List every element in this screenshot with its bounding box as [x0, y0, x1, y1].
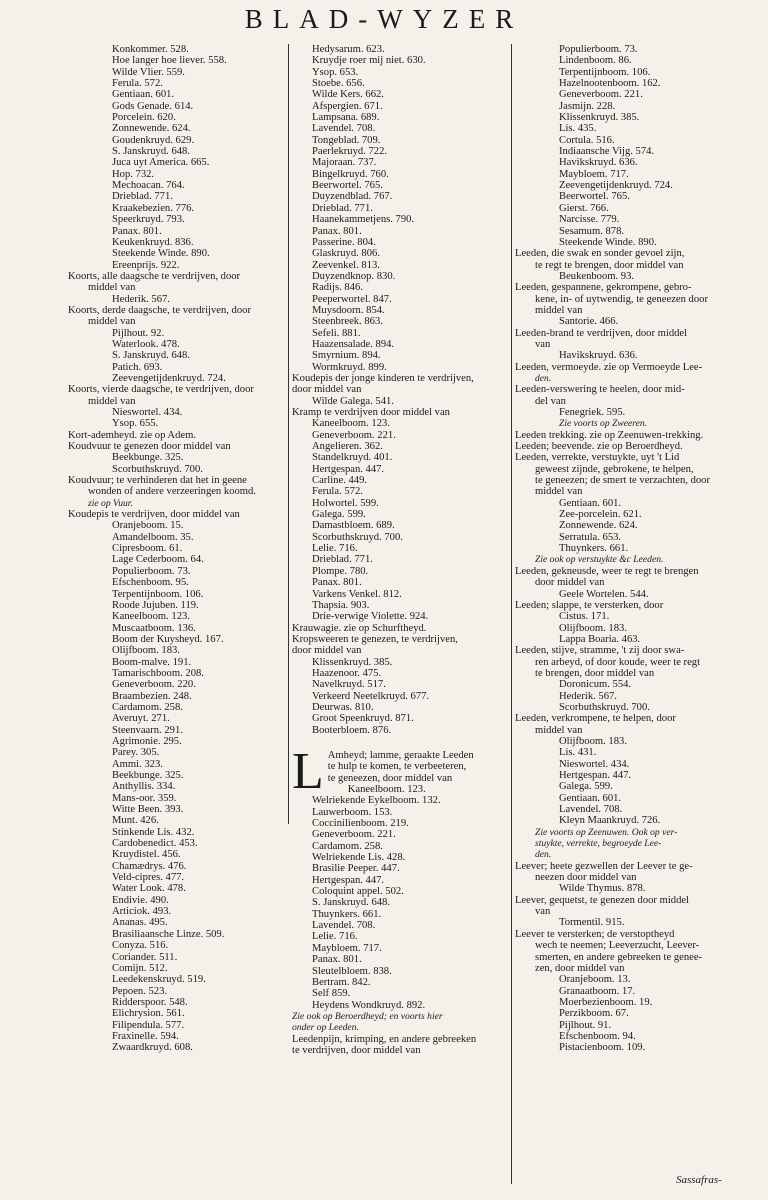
index-entry: Moerbezienboom. 19. — [559, 996, 653, 1008]
index-entry: Drieblad. 771. — [312, 554, 373, 566]
index-entry: Patich. 693. — [112, 361, 163, 373]
index-entry: Lappa Boaria. 463. — [559, 633, 641, 645]
index-entry: Thapsia. 903. — [312, 599, 370, 611]
index-entry: Radijs. 846. — [312, 282, 363, 294]
index-entry: Panax. 801. — [312, 225, 362, 237]
index-entry: Duyzendblad. 767. — [312, 191, 393, 203]
index-entry: kene, in- of uytwendig, te geneezen door — [535, 293, 708, 305]
index-entry: zie op Vuur. — [88, 497, 133, 509]
index-entry: geweest zijnde, gebrokene, te helpen, — [535, 463, 694, 475]
index-entry: den. — [535, 849, 552, 861]
index-entry: Leeden trekking. zie op Zeenuwen-trekking. — [515, 429, 704, 441]
column-rule-2 — [511, 44, 512, 1184]
index-entry: Afspergien. 671. — [312, 100, 383, 112]
index-entry: Lelie. 716. — [312, 931, 358, 943]
index-entry: Pijlhout. 92. — [112, 327, 165, 339]
index-entry: Carline. 449. — [312, 475, 368, 487]
index-entry: Populierboom. 73. — [112, 565, 191, 577]
index-entry: Witte Been. 393. — [112, 804, 184, 816]
index-entry: Leeden, die swak en sonder gevoel zijn, — [515, 248, 685, 260]
index-entry: te brengen, door middel van — [535, 667, 655, 679]
index-entry: Zonnewende. 624. — [112, 123, 191, 135]
index-entry: Lis. 435. — [559, 123, 597, 135]
index-entry: Waterlook. 478. — [112, 338, 180, 350]
index-entry: Leeden, gekneusde, weer te regt te brengen — [515, 565, 699, 577]
index-entry: Bertram. 842. — [312, 976, 371, 988]
index-entry: middel van — [88, 395, 136, 407]
index-entry: Steekende Winde. 890. — [559, 236, 657, 248]
index-entry: Munt. 426. — [112, 815, 159, 827]
index-entry: Smyrnium. 894. — [312, 350, 381, 362]
index-entry: Drieblad. 771. — [312, 202, 373, 214]
index-entry: Leeden, gespannene, gekrompene, gebro- — [515, 282, 692, 294]
index-entry: Coccinilienboom. 219. — [312, 818, 409, 830]
index-entry: Koudepis der jonge kinderen te verdrijven, — [292, 372, 474, 384]
index-entry: den. — [535, 372, 552, 384]
index-entry: middel van — [535, 724, 583, 736]
index-entry: Wilde Galega. 541. — [312, 395, 394, 407]
index-entry: door middel van — [292, 384, 362, 396]
index-entry: van — [535, 338, 551, 350]
section-l-entries — [292, 742, 506, 1056]
index-entry: te hulp te komen, te verbeeteren, — [327, 761, 467, 773]
index-entry: smerten, en andere gebreeken te genee- — [535, 951, 703, 963]
index-entry: Ridderspoor. 548. — [112, 996, 188, 1008]
section-l — [292, 742, 506, 1056]
index-entry: Filipendula. 577. — [112, 1019, 185, 1031]
index-entry: Steekende Winde. 890. — [112, 248, 210, 260]
index-entry: Olijfboom. 183. — [112, 645, 180, 657]
index-entry: Panax. 801. — [312, 577, 362, 589]
index-entry: Leever, gequetst, te genezen door middel — [515, 894, 690, 906]
index-entry: Wormkruyd. 899. — [312, 361, 387, 373]
index-entry: Olijfboom. 183. — [559, 735, 627, 747]
index-entry: Leeden; beevende. zie op Beroerdheyd. — [515, 441, 683, 453]
index-entry: Kaneelboom. 123. — [347, 784, 426, 795]
index-entry: Wilde Thymus. 878. — [559, 883, 646, 895]
index-entry: Koorts, alle daagsche te verdrijven, door — [68, 270, 241, 282]
index-entry: Maybloem. 717. — [312, 942, 382, 954]
index-entry: Boom der Kuysheyd. 167. — [112, 633, 224, 645]
index-entry: Navelkruyd. 517. — [312, 679, 386, 691]
index-entry: Drie-verwige Violette. 924. — [312, 611, 429, 623]
index-entry: Beukenboom. 93. — [559, 270, 635, 282]
index-entry: Peeperwortel. 847. — [312, 293, 392, 305]
index-entry: middel van — [535, 304, 583, 316]
index-entry: Geele Wortelen. 544. — [559, 588, 649, 600]
index-entry: Leeden, vermoeyde. zie op Vermoeyde Lee- — [515, 361, 703, 373]
index-entry: Havikskruyd. 636. — [559, 350, 638, 362]
column-rule-1 — [288, 44, 289, 824]
index-entry: Sleutelbloem. 838. — [312, 965, 392, 977]
index-entry: Geneverboom. 221. — [312, 429, 396, 441]
index-entry: Anthyllis. 334. — [112, 781, 176, 793]
index-entry: Passerine. 804. — [312, 236, 376, 248]
index-entry: Tongeblad. 709. — [312, 134, 381, 146]
index-entry: Goudenkruyd. 629. — [112, 134, 195, 146]
index-entry: Perzikboom. 67. — [559, 1008, 629, 1020]
index-entry: Hop. 732. — [112, 168, 155, 180]
index-entry: Koudepis te verdrijven, door middel van — [68, 509, 240, 521]
index-entry: Sefeli. 881. — [312, 327, 361, 339]
index-entry: Kaneelboom. 123. — [112, 611, 190, 623]
index-entry: Scorbuthskruyd. 700. — [112, 463, 203, 475]
index-entry: Coloquint appel. 502. — [312, 886, 404, 898]
index-entry: Zwaardkruyd. 608. — [112, 1042, 193, 1054]
index-entry: Hederik. 567. — [559, 690, 617, 702]
index-entry: Bingelkruyd. 760. — [312, 168, 389, 180]
index-entry: Oranjeboom. 13. — [559, 974, 631, 986]
index-entry: Beerwortel. 765. — [559, 191, 630, 203]
index-entry: Gentiaan. 601. — [559, 792, 622, 804]
index-entry: Gentiaan. 601. — [559, 497, 622, 509]
index-entry: Roode Jujuben. 119. — [112, 599, 199, 611]
index-entry: Doronicum. 554. — [559, 679, 632, 691]
index-entry: Narcisse. 779. — [559, 214, 620, 226]
index-entry: Nieswortel. 434. — [112, 407, 183, 418]
index-entry: Haazensalade. 894. — [312, 338, 395, 350]
index-entry: Angelieren. 362. — [312, 441, 383, 453]
index-entry: Tormentil. 915. — [559, 917, 625, 929]
page-header: BLAD-WYZER — [244, 4, 524, 34]
column-2-entries — [292, 44, 506, 736]
index-entry: neezen door middel van — [535, 872, 637, 884]
index-entry: van — [535, 906, 551, 918]
index-entry: Krauwagie. zie op Schurftheyd. — [292, 622, 427, 634]
index-entry: Populierboom. 73. — [559, 44, 638, 55]
index-entry: Zie ook op Beroerdheyd; en voorts hier — [292, 1010, 443, 1022]
index-entry: Endivie. 490. — [112, 894, 169, 906]
index-entry: Beekbunge. 325. — [112, 452, 184, 464]
index-entry: Kramp te verdrijven door middel van — [292, 407, 450, 418]
index-entry: Parey. 305. — [112, 747, 160, 759]
index-entry: Standelkruyd. 401. — [312, 452, 393, 464]
index-entry: middel van — [88, 316, 136, 328]
index-entry: Hertgespan. 447. — [312, 874, 385, 886]
index-entry: Kaneelboom. 123. — [312, 418, 390, 430]
index-entry: Oranjeboom. 15. — [112, 520, 184, 532]
index-entry: Porcelein. 620. — [112, 112, 176, 124]
index-entry: Articiok. 493. — [112, 906, 172, 918]
index-entry: Beerwortel. 765. — [312, 180, 383, 192]
index-entry: Lavendel. 708. — [312, 920, 376, 932]
index-entry: Speerkruyd. 793. — [112, 214, 185, 226]
index-entry: Serratula. 653. — [559, 531, 622, 543]
index-entry: Keukenkruyd. 836. — [112, 236, 194, 248]
index-entry: Koorts, derde daagsche, te verdrijven, door — [68, 304, 251, 316]
index-entry: Water Look. 478. — [112, 883, 186, 895]
index-entry: Leeden; slappe, te versterken, door — [515, 599, 664, 611]
index-entry: Hederik. 567. — [112, 293, 170, 305]
index-entry: Hertgespan. 447. — [559, 770, 632, 781]
index-entry: middel van — [88, 282, 136, 294]
index-entry: stuykte, verrekte, begroeyde Lee- — [535, 838, 662, 850]
index-entry: Varkens Venkel. 812. — [312, 588, 402, 600]
index-entry: Galega. 599. — [559, 781, 613, 793]
index-entry: Zie voorts op Zweeren. — [559, 418, 648, 430]
index-entry: Kruydistel. 456. — [112, 849, 181, 861]
index-entry: Klissenkruyd. 385. — [559, 112, 640, 124]
index-entry: Verkeerd Neetelkruyd. 677. — [312, 690, 430, 702]
index-entry: Juca uyt America. 665. — [112, 157, 210, 169]
index-entry: Hedysarum. 623. — [312, 44, 385, 55]
index-entry: Leedekenskruyd. 519. — [112, 974, 206, 986]
index-entry: Welriekende Lis. 428. — [312, 852, 406, 864]
index-entry: Ysop. 653. — [312, 66, 359, 78]
index-entry: S. Janskruyd. 648. — [312, 897, 390, 909]
index-entry: Geneverboom. 220. — [112, 679, 196, 691]
index-entry: Leeden-brand te verdrijven, door middel — [515, 327, 688, 339]
index-entry: Pepoen. 523. — [112, 985, 168, 997]
index-entry: Agrimonie. 295. — [112, 735, 182, 747]
index-entry: Koudvuur te genezen door middel van — [68, 441, 231, 453]
index-entry: Amandelboom. 35. — [112, 531, 194, 543]
index-entry: Paerlekruyd. 722. — [312, 146, 388, 158]
index-entry: Geneverboom. 221. — [559, 89, 643, 101]
index-entry: Hazelnootenboom. 162. — [559, 78, 661, 90]
index-entry: Thuynkers. 661. — [559, 543, 629, 555]
index-entry: Olijfboom. 183. — [559, 622, 627, 634]
index-entry: Brasilie Peeper. 447. — [312, 863, 400, 875]
index-entry: Cipresboom. 61. — [112, 543, 183, 555]
index-entry: Efschenboom. 95. — [112, 577, 189, 589]
index-entry: Geneverboom. 221. — [312, 829, 396, 841]
index-entry: Heydens Wondkruyd. 892. — [312, 999, 426, 1011]
index-entry: Braambezien. 248. — [112, 690, 192, 702]
index-entry: S. Janskruyd. 648. — [112, 350, 190, 362]
index-entry: Panax. 801. — [312, 954, 362, 966]
index-entry: Zeevengetijdenkruyd. 724. — [559, 180, 673, 192]
index-entry: Leedenpijn, krimping, en andere gebreeken — [292, 1033, 477, 1045]
index-entry: Steenvaarn. 291. — [112, 724, 183, 736]
index-entry: Beekbunge. 325. — [112, 770, 184, 781]
index-entry: Boom-malve. 191. — [112, 656, 192, 668]
index-entry: Duyzendknop. 830. — [312, 270, 396, 282]
index-entry: Leeden-verswering te heelen, door mid- — [515, 384, 685, 396]
index-entry: del van — [535, 395, 566, 407]
index-entry: Holwortel. 599. — [312, 497, 379, 509]
index-entry: Fenegriek. 595. — [559, 407, 626, 418]
index-entry: te geneezen; de smert te verzachten, door — [535, 475, 710, 487]
index-column-2 — [292, 44, 506, 1056]
index-entry: Lampsana. 689. — [312, 112, 380, 124]
index-entry: Scorbuthskruyd. 700. — [312, 531, 403, 543]
index-entry: S. Janskruyd. 648. — [112, 146, 190, 158]
index-entry: middel van — [535, 486, 583, 498]
index-entry: wech te neemen; Leeverzucht, Leever- — [535, 940, 700, 952]
index-entry: Lelie. 716. — [312, 543, 358, 555]
index-entry: ren arbeyd, of door koude, weer te regt — [535, 656, 701, 668]
index-entry: Plompe. 780. — [312, 565, 369, 577]
index-entry: Hertgespan. 447. — [312, 463, 385, 475]
index-entry: Comijn. 512. — [112, 962, 168, 974]
index-entry: Terpentijnboom. 106. — [112, 588, 204, 600]
index-entry: Santorie. 466. — [559, 316, 619, 328]
index-column-3 — [515, 44, 743, 1054]
index-entry: Kleyn Maankruyd. 726. — [559, 815, 661, 827]
index-entry: Haanekammetjens. 790. — [312, 214, 415, 226]
index-entry: Nieswortel. 434. — [559, 758, 630, 770]
index-entry: Lauwerboom. 153. — [312, 806, 393, 818]
index-entry: Ysop. 655. — [112, 418, 159, 430]
index-entry: door middel van — [535, 577, 605, 589]
index-entry: Conyza. 516. — [112, 940, 169, 952]
index-entry: Brasiliaansche Linze. 509. — [112, 928, 225, 940]
index-entry: Terpentijnboom. 106. — [559, 66, 651, 78]
index-entry: Maybloem. 717. — [559, 168, 629, 180]
index-entry: Muysdoorn. 854. — [312, 304, 385, 316]
index-entry: Elichrysion. 561. — [112, 1008, 185, 1020]
index-entry: te geneezen, door middel van — [327, 772, 453, 784]
index-entry: Lavendel. 708. — [559, 804, 623, 816]
index-entry: Stinkende Lis. 432. — [112, 826, 195, 838]
index-entry: Lavendel. 708. — [312, 123, 376, 135]
index-entry: Pijlhout. 91. — [559, 1019, 612, 1031]
index-entry: Scorbuthskruyd. 700. — [559, 701, 650, 713]
index-entry: te verdrijven, door middel van — [292, 1044, 421, 1056]
index-entry: Zee-porcelein. 621. — [559, 509, 642, 521]
index-entry: Leeden, verrekte, verstuykte, uyt 't Lid — [515, 452, 680, 464]
index-entry: Stoebe. 656. — [312, 78, 365, 90]
index-entry: Leeden, stijve, stramme, 't zij door swa- — [515, 645, 685, 657]
index-entry: Groot Speenkruyd. 871. — [312, 713, 414, 725]
index-entry: Zeevengetijdenkruyd. 724. — [112, 372, 226, 384]
index-entry: Kropsweeren te genezen, te verdrijven, — [292, 633, 458, 645]
index-entry: Thuynkers. 661. — [312, 908, 382, 920]
index-entry: Lage Cederboom. 64. — [112, 554, 204, 566]
index-entry: Self 859. — [312, 988, 351, 1000]
catchword: Sassafras- — [676, 1174, 722, 1186]
index-entry: Chamædrys. 476. — [112, 860, 187, 872]
index-entry: Galega. 599. — [312, 509, 366, 521]
index-entry: Deurwas. 810. — [312, 701, 374, 713]
index-entry: Booterbloem. 876. — [312, 724, 392, 736]
index-entry: Ferula. 572. — [112, 78, 163, 90]
index-entry: Mechoacan. 764. — [112, 180, 185, 192]
index-entry: Kraakebezien. 776. — [112, 202, 195, 214]
index-entry: wonden of andere verzeeringen koomd. — [88, 486, 256, 498]
index-entry: Haazenoor. 475. — [312, 667, 382, 679]
index-entry: Cardamom. 258. — [312, 840, 383, 852]
index-entry: Jasmijn. 228. — [559, 100, 616, 112]
index-entry: Leever; heete gezwellen der Leever te ge- — [515, 860, 693, 872]
index-entry: Ereenprijs. 922. — [112, 259, 180, 271]
index-entry: Coriander. 511. — [112, 951, 178, 963]
index-entry: Fraxinelle. 594. — [112, 1030, 179, 1042]
index-entry: Welriekende Eykelboom. 132. — [312, 795, 441, 807]
index-entry: Gierst. 766. — [559, 202, 609, 214]
index-entry: Konkommer. 528. — [112, 44, 189, 55]
index-entry: Veld-cipres. 477. — [112, 872, 185, 884]
index-entry: Ferula. 572. — [312, 486, 363, 498]
index-entry: Ananas. 495. — [112, 917, 168, 929]
index-entry: Zie ook op verstuykte &c Leeden. — [535, 554, 664, 566]
index-entry: zen, door middel van — [535, 962, 625, 974]
index-entry: Steenbreek. 863. — [312, 316, 383, 328]
index-entry: Kort-ademheyd. zie op Adem. — [68, 429, 196, 441]
index-entry: Havikskruyd. 636. — [559, 157, 638, 169]
index-entry: Wilde Vlier. 559. — [112, 66, 185, 78]
index-entry: Granaatboom. 17. — [559, 985, 636, 997]
index-entry: Panax. 801. — [112, 225, 162, 237]
index-entry: Gentiaan. 601. — [112, 89, 175, 101]
index-entry: te regt te brengen, door middel van — [535, 259, 684, 271]
index-entry: Kruydje roer mij niet. 630. — [312, 55, 426, 67]
index-entry: Lis. 431. — [559, 747, 597, 759]
index-entry: Koorts, vierde daagsche, te verdrijven, door — [68, 384, 254, 396]
index-column-1 — [68, 44, 284, 1054]
index-entry: Ammi. 323. — [112, 758, 163, 770]
index-entry: Tamarischboom. 208. — [112, 667, 204, 679]
index-entry: Lindenboom. 86. — [559, 55, 632, 67]
index-entry: Pistacienboom. 109. — [559, 1042, 646, 1054]
index-entry: Cardobenedict. 453. — [112, 838, 198, 850]
index-entry: Averuyt. 271. — [112, 713, 170, 725]
index-entry: onder op Leeden. — [292, 1022, 359, 1034]
index-entry: Hoe langer hoe liever. 558. — [112, 55, 227, 67]
index-entry: Indiaansche Vijg. 574. — [559, 146, 655, 158]
index-entry: Mans-oor. 359. — [112, 792, 177, 804]
index-entry: Muscaatboom. 136. — [112, 622, 196, 634]
index-entry: Glaskruyd. 806. — [312, 248, 380, 260]
index-entry: Leever te versterken; de verstoptheyd — [515, 928, 675, 940]
index-entry: Amheyd; lamme, geraakte Leeden — [327, 749, 474, 761]
index-entry: Drieblad. 771. — [112, 191, 173, 203]
index-entry: Majoraan. 737. — [312, 157, 377, 169]
index-entry: Koudvuur; te verhinderen dat het in geene — [68, 475, 247, 487]
index-entry: Leeden, verkrompene, te helpen, door — [515, 713, 676, 725]
index-entry: Klissenkruyd. 385. — [312, 656, 393, 668]
index-entry: Efschenboom. 94. — [559, 1030, 636, 1042]
index-entry: Gods Genade. 614. — [112, 100, 194, 112]
index-entry: Cistus. 171. — [559, 611, 610, 623]
index-entry: Sesamum. 878. — [559, 225, 625, 237]
index-entry: Damastbloem. 689. — [312, 520, 395, 532]
index-entry: Cortula. 516. — [559, 134, 615, 146]
section-gap — [292, 736, 506, 750]
index-entry: Zeevenkel. 813. — [312, 259, 380, 271]
index-entry: door middel van — [292, 645, 362, 657]
drop-initial-l: L — [292, 742, 324, 800]
index-entry: Zie voorts op Zeenuwen. Ook op ver- — [535, 826, 678, 838]
index-entry: Wilde Kers. 662. — [312, 89, 384, 101]
index-entry: Zonnewende. 624. — [559, 520, 638, 532]
index-entry: Cardamom. 258. — [112, 701, 183, 713]
